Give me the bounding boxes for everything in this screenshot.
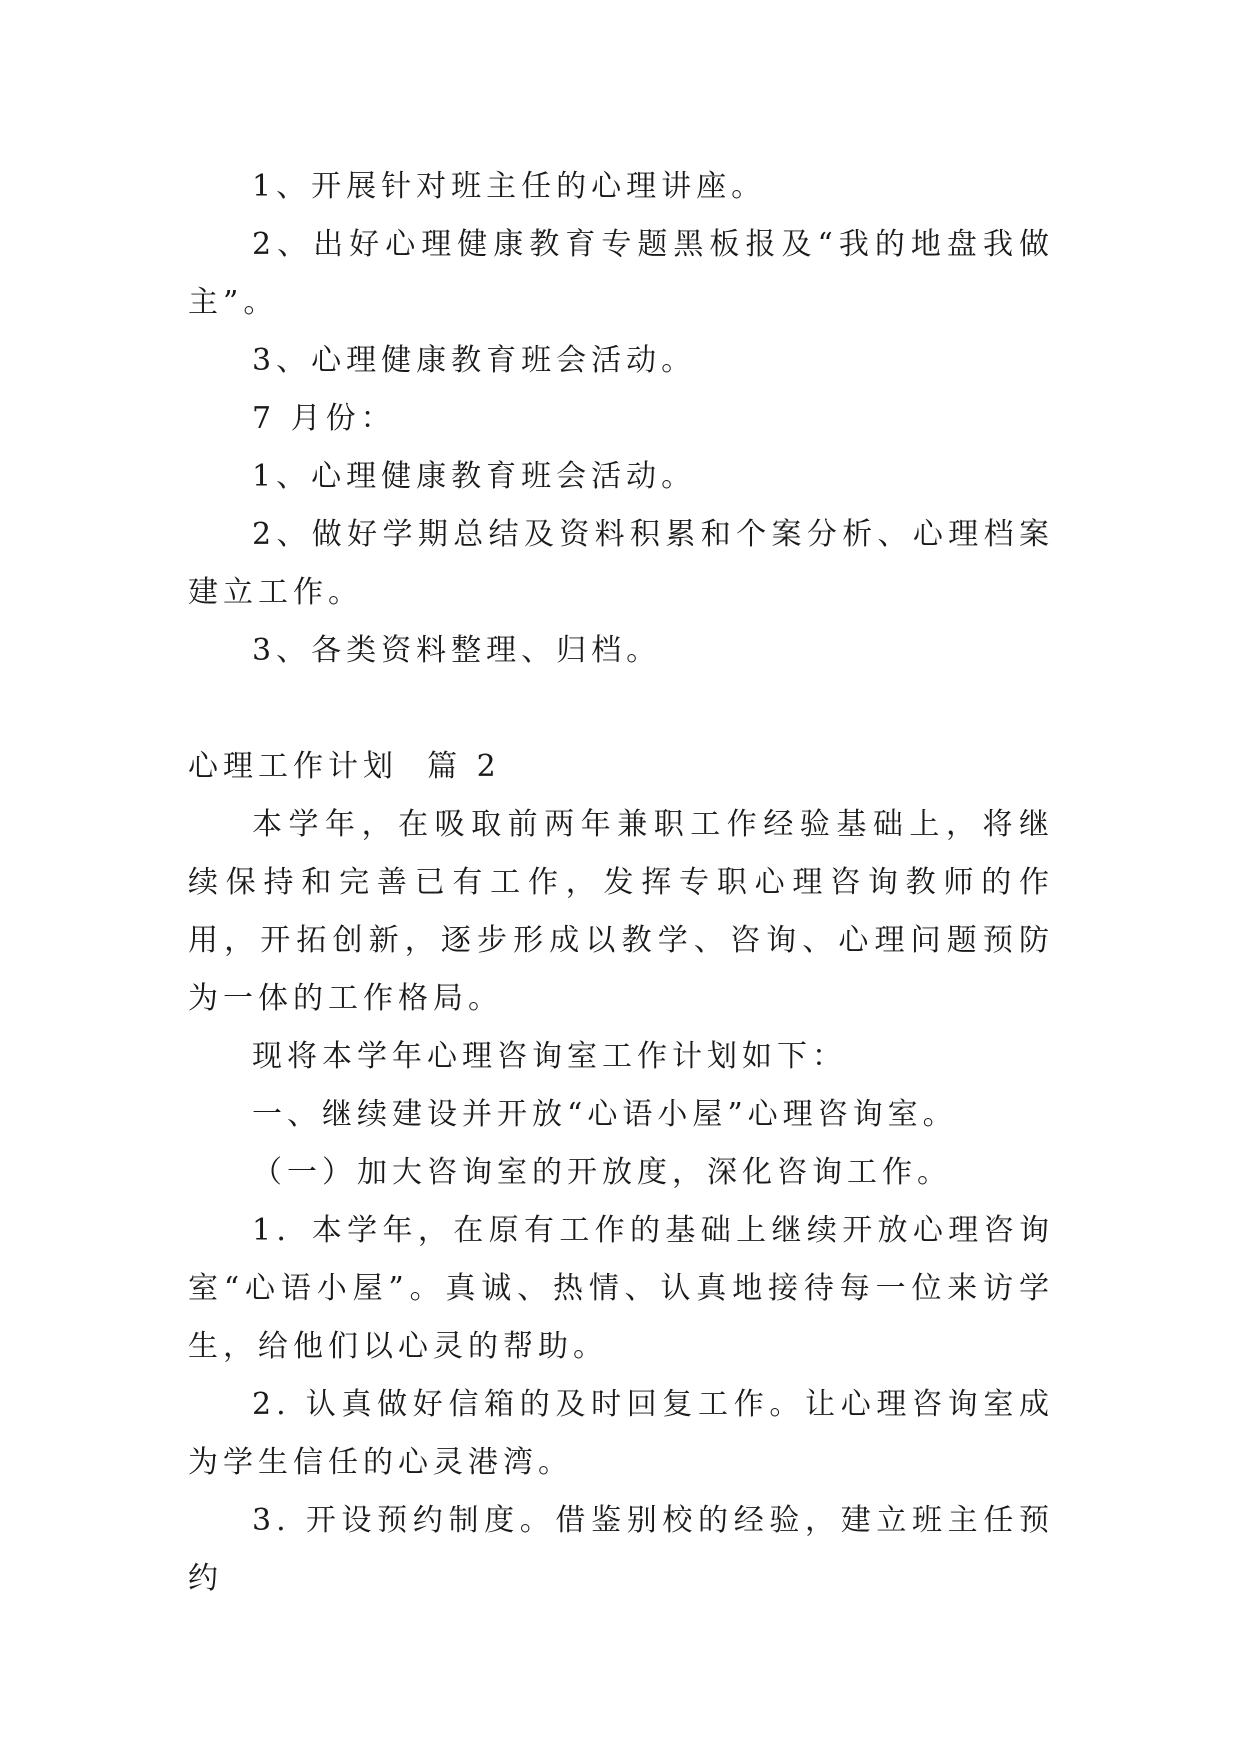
paragraph: 1．本学年，在原有工作的基础上继续开放心理咨询室“心语小屋”。真诚、热情、认真地接待每一位来访学生，给他们以心灵的帮助。 bbox=[188, 1213, 1054, 1364]
paragraph: 3、各类资料整理、归档。 bbox=[252, 633, 662, 668]
paragraph: 7 月份： bbox=[252, 401, 396, 436]
paragraph: 1、开展针对班主任的心理讲座。 bbox=[252, 169, 767, 204]
paragraph: （一）加大咨询室的开放度，深化咨询工作。 bbox=[252, 1155, 952, 1190]
paragraph: 本学年，在吸取前两年兼职工作经验基础上，将继续保持和完善已有工作，发挥专职心理咨询教师的作用，开拓创新，逐步形成以教学、咨询、心理问题预防为一体的工作格局。 bbox=[188, 807, 1054, 1016]
paragraph: 2、做好学期总结及资料积累和个案分析、心理档案建立工作。 bbox=[188, 517, 1054, 610]
paragraph: 2. 认真做好信箱的及时回复工作。让心理咨询室成为学生信任的心灵港湾。 bbox=[188, 1387, 1054, 1480]
document-body bbox=[188, 158, 1054, 1608]
paragraph: 3. 开设预约制度。借鉴别校的经验，建立班主任预约 bbox=[188, 1503, 1054, 1596]
paragraph: 2、出好心理健康教育专题黑板报及“我的地盘我做主”。 bbox=[188, 227, 1054, 320]
paragraph: 1、心理健康教育班会活动。 bbox=[252, 459, 697, 494]
paragraph: 3、心理健康教育班会活动。 bbox=[252, 343, 697, 378]
section-title: 心理工作计划 篇 2 bbox=[188, 749, 501, 784]
paragraph: 现将本学年心理咨询室工作计划如下： bbox=[252, 1039, 847, 1074]
paragraph: 一、继续建设并开放“心语小屋”心理咨询室。 bbox=[252, 1097, 958, 1132]
